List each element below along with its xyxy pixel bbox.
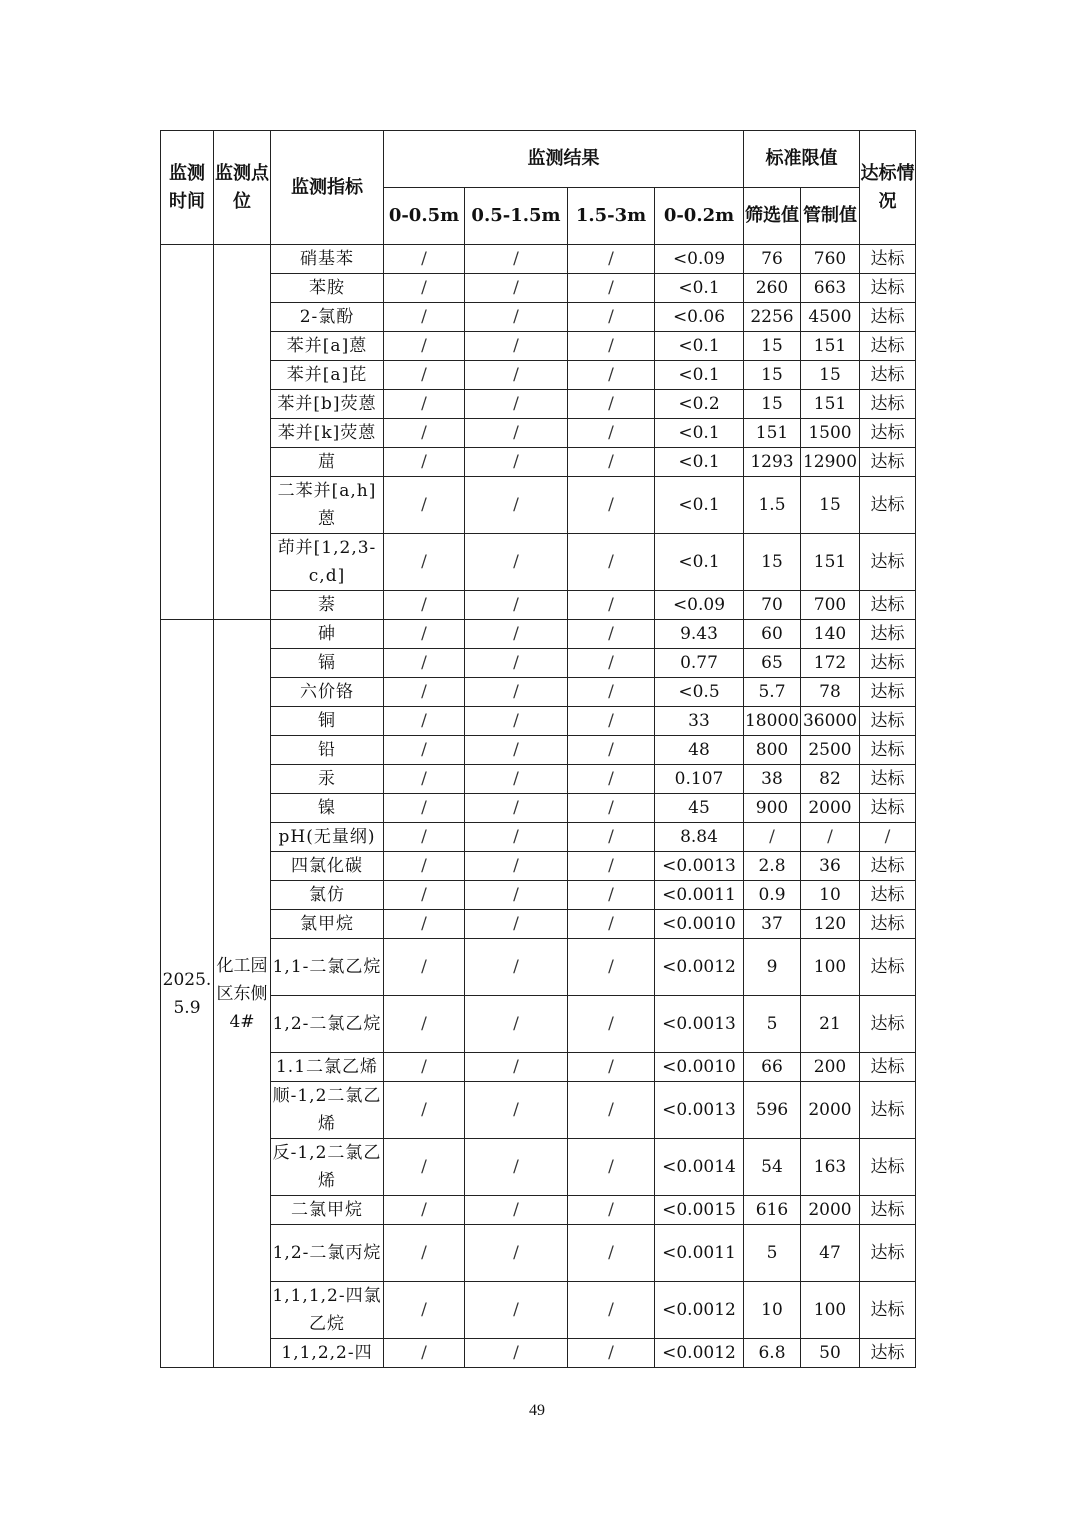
cell-d4: <0.1 (655, 477, 744, 534)
cell-screen: 15 (744, 361, 801, 390)
cell-d3: / (568, 649, 655, 678)
cell-d4: <0.0011 (655, 1225, 744, 1282)
cell-d2: / (465, 910, 568, 939)
cell-control: 36 (801, 852, 860, 881)
cell-status: 达标 (860, 881, 916, 910)
table-row (161, 794, 916, 823)
cell-d3: / (568, 1082, 655, 1139)
cell-status: 达标 (860, 245, 916, 274)
table-row (161, 477, 916, 534)
cell-d1: / (384, 707, 465, 736)
cell-status: 达标 (860, 274, 916, 303)
cell-name: 二氯甲烷 (271, 1196, 384, 1225)
cell-screen: / (744, 823, 801, 852)
cell-d1: / (384, 303, 465, 332)
cell-d1: / (384, 1225, 465, 1282)
cell-d1: / (384, 448, 465, 477)
group-point (214, 245, 271, 620)
cell-control: 1500 (801, 419, 860, 448)
cell-d4: <0.0013 (655, 1082, 744, 1139)
group-point: 化工园区东侧4# (214, 620, 271, 1368)
cell-screen: 54 (744, 1139, 801, 1196)
cell-name: 1,1,1,2-四氯乙烷 (271, 1282, 384, 1339)
table-row (161, 649, 916, 678)
cell-d4: <0.1 (655, 419, 744, 448)
table-body (161, 245, 916, 1368)
cell-name: 氯仿 (271, 881, 384, 910)
cell-screen: 1.5 (744, 477, 801, 534)
cell-d4: <0.1 (655, 361, 744, 390)
table-row (161, 852, 916, 881)
cell-control: 15 (801, 361, 860, 390)
cell-d2: / (465, 448, 568, 477)
cell-name: 反-1,2二氯乙烯 (271, 1139, 384, 1196)
cell-d3: / (568, 448, 655, 477)
cell-control: 172 (801, 649, 860, 678)
cell-d3: / (568, 534, 655, 591)
cell-d3: / (568, 707, 655, 736)
cell-d2: / (465, 1082, 568, 1139)
cell-d2: / (465, 390, 568, 419)
group-time: 2025.5.9 (161, 620, 214, 1368)
cell-control: 120 (801, 910, 860, 939)
table-row (161, 534, 916, 591)
cell-d2: / (465, 419, 568, 448)
cell-d2: / (465, 477, 568, 534)
cell-d3: / (568, 910, 655, 939)
cell-d1: / (384, 1139, 465, 1196)
table-row (161, 448, 916, 477)
cell-control: 700 (801, 591, 860, 620)
cell-d4: <0.0010 (655, 910, 744, 939)
cell-d4: <0.1 (655, 332, 744, 361)
cell-d3: / (568, 361, 655, 390)
cell-d1: / (384, 649, 465, 678)
cell-d3: / (568, 1053, 655, 1082)
cell-d4: <0.0010 (655, 1053, 744, 1082)
cell-name: 苯并[a]蒽 (271, 332, 384, 361)
cell-status: 达标 (860, 332, 916, 361)
cell-d3: / (568, 881, 655, 910)
cell-d4: <0.0014 (655, 1139, 744, 1196)
cell-screen: 15 (744, 534, 801, 591)
cell-d1: / (384, 939, 465, 996)
cell-d1: / (384, 1339, 465, 1368)
cell-d1: / (384, 274, 465, 303)
cell-d4: 9.43 (655, 620, 744, 649)
cell-d1: / (384, 1282, 465, 1339)
cell-screen: 900 (744, 794, 801, 823)
cell-status: 达标 (860, 649, 916, 678)
cell-d2: / (465, 939, 568, 996)
cell-name: 汞 (271, 765, 384, 794)
cell-status: 达标 (860, 1053, 916, 1082)
table-row (161, 361, 916, 390)
cell-name: 茚并[1,2,3-c,d] (271, 534, 384, 591)
cell-status: 达标 (860, 448, 916, 477)
cell-d1: / (384, 1053, 465, 1082)
cell-screen: 65 (744, 649, 801, 678)
cell-d4: <0.0015 (655, 1196, 744, 1225)
cell-control: 2500 (801, 736, 860, 765)
cell-d4: <0.0012 (655, 1282, 744, 1339)
table-row (161, 1053, 916, 1082)
cell-screen: 5.7 (744, 678, 801, 707)
cell-screen: 76 (744, 245, 801, 274)
cell-status: 达标 (860, 707, 916, 736)
cell-screen: 70 (744, 591, 801, 620)
cell-d1: / (384, 765, 465, 794)
cell-d3: / (568, 477, 655, 534)
cell-d3: / (568, 303, 655, 332)
cell-d3: / (568, 823, 655, 852)
cell-d1: / (384, 477, 465, 534)
cell-control: 10 (801, 881, 860, 910)
table-row (161, 881, 916, 910)
cell-name: 铅 (271, 736, 384, 765)
cell-status: 达标 (860, 303, 916, 332)
cell-name: 六价铬 (271, 678, 384, 707)
cell-status: 达标 (860, 361, 916, 390)
cell-d1: / (384, 678, 465, 707)
cell-d2: / (465, 996, 568, 1053)
cell-control: 100 (801, 939, 860, 996)
cell-status: 达标 (860, 477, 916, 534)
cell-control: 100 (801, 1282, 860, 1339)
cell-name: 氯甲烷 (271, 910, 384, 939)
cell-screen: 616 (744, 1196, 801, 1225)
cell-d2: / (465, 1053, 568, 1082)
cell-d2: / (465, 649, 568, 678)
cell-control: / (801, 823, 860, 852)
cell-name: 苯并[b]荧蒽 (271, 390, 384, 419)
cell-name: 萘 (271, 591, 384, 620)
cell-d3: / (568, 794, 655, 823)
cell-d4: <0.0011 (655, 881, 744, 910)
cell-d1: / (384, 534, 465, 591)
table-row (161, 736, 916, 765)
cell-d4: 45 (655, 794, 744, 823)
cell-d1: / (384, 996, 465, 1053)
cell-name: 硝基苯 (271, 245, 384, 274)
cell-status: 达标 (860, 996, 916, 1053)
cell-name: 苯并[k]荧蒽 (271, 419, 384, 448)
cell-screen: 15 (744, 332, 801, 361)
cell-d2: / (465, 852, 568, 881)
cell-d1: / (384, 1196, 465, 1225)
cell-d1: / (384, 245, 465, 274)
cell-d4: <0.09 (655, 245, 744, 274)
table-row (161, 274, 916, 303)
cell-name: 䓛 (271, 448, 384, 477)
header-results: 监测结果 (384, 131, 744, 188)
table-row (161, 1339, 916, 1368)
cell-d2: / (465, 303, 568, 332)
cell-d4: <0.0013 (655, 852, 744, 881)
cell-d1: / (384, 794, 465, 823)
cell-name: 镍 (271, 794, 384, 823)
cell-d1: / (384, 852, 465, 881)
cell-status: 达标 (860, 794, 916, 823)
table-row (161, 390, 916, 419)
cell-status: 达标 (860, 765, 916, 794)
cell-d1: / (384, 332, 465, 361)
cell-control: 200 (801, 1053, 860, 1082)
cell-d3: / (568, 620, 655, 649)
cell-d1: / (384, 419, 465, 448)
cell-screen: 18000 (744, 707, 801, 736)
cell-control: 21 (801, 996, 860, 1053)
cell-d3: / (568, 245, 655, 274)
cell-screen: 2256 (744, 303, 801, 332)
cell-status: 达标 (860, 534, 916, 591)
cell-d2: / (465, 707, 568, 736)
cell-name: 1,2-二氯丙烷 (271, 1225, 384, 1282)
cell-d2: / (465, 620, 568, 649)
cell-name: pH(无量纲) (271, 823, 384, 852)
cell-d3: / (568, 736, 655, 765)
cell-name: 砷 (271, 620, 384, 649)
group-time (161, 245, 214, 620)
cell-status: 达标 (860, 910, 916, 939)
cell-name: 1,2-二氯乙烷 (271, 996, 384, 1053)
cell-d1: / (384, 390, 465, 419)
cell-screen: 10 (744, 1282, 801, 1339)
cell-screen: 9 (744, 939, 801, 996)
cell-d4: <0.1 (655, 274, 744, 303)
cell-control: 4500 (801, 303, 860, 332)
cell-name: 2-氯酚 (271, 303, 384, 332)
cell-screen: 260 (744, 274, 801, 303)
cell-d4: 0.77 (655, 649, 744, 678)
cell-d4: <0.0012 (655, 939, 744, 996)
cell-d3: / (568, 765, 655, 794)
cell-name: 1,1-二氯乙烷 (271, 939, 384, 996)
cell-d4: <0.09 (655, 591, 744, 620)
cell-status: 达标 (860, 591, 916, 620)
cell-d2: / (465, 534, 568, 591)
table-row (161, 332, 916, 361)
cell-screen: 37 (744, 910, 801, 939)
cell-control: 12900 (801, 448, 860, 477)
header-indicator: 监测指标 (271, 131, 384, 245)
table-row (161, 1225, 916, 1282)
cell-screen: 5 (744, 996, 801, 1053)
cell-status: 达标 (860, 390, 916, 419)
table-row (161, 707, 916, 736)
cell-control: 140 (801, 620, 860, 649)
cell-control: 50 (801, 1339, 860, 1368)
cell-status: / (860, 823, 916, 852)
cell-name: 四氯化碳 (271, 852, 384, 881)
cell-d4: <0.1 (655, 448, 744, 477)
cell-d2: / (465, 361, 568, 390)
cell-d1: / (384, 910, 465, 939)
table-row (161, 939, 916, 996)
cell-control: 82 (801, 765, 860, 794)
table-row (161, 910, 916, 939)
header-screening: 筛选值 (744, 188, 801, 245)
cell-screen: 5 (744, 1225, 801, 1282)
cell-d3: / (568, 1225, 655, 1282)
cell-d3: / (568, 332, 655, 361)
table-row (161, 620, 916, 649)
cell-control: 15 (801, 477, 860, 534)
cell-d1: / (384, 361, 465, 390)
table-row (161, 1196, 916, 1225)
header-depth-4: 0-0.2m (655, 188, 744, 245)
cell-name: 1,1,2,2-四 (271, 1339, 384, 1368)
header-depth-1: 0-0.5m (384, 188, 465, 245)
cell-screen: 151 (744, 419, 801, 448)
cell-d2: / (465, 823, 568, 852)
cell-d2: / (465, 1196, 568, 1225)
cell-name: 1.1二氯乙烯 (271, 1053, 384, 1082)
cell-d4: 8.84 (655, 823, 744, 852)
cell-d2: / (465, 591, 568, 620)
cell-screen: 38 (744, 765, 801, 794)
cell-d3: / (568, 591, 655, 620)
cell-control: 663 (801, 274, 860, 303)
cell-d4: <0.06 (655, 303, 744, 332)
cell-status: 达标 (860, 678, 916, 707)
cell-status: 达标 (860, 1139, 916, 1196)
cell-control: 163 (801, 1139, 860, 1196)
cell-d2: / (465, 332, 568, 361)
cell-screen: 60 (744, 620, 801, 649)
cell-d4: <0.0012 (655, 1339, 744, 1368)
cell-d3: / (568, 852, 655, 881)
cell-d1: / (384, 1082, 465, 1139)
table-row (161, 1082, 916, 1139)
cell-d4: <0.2 (655, 390, 744, 419)
cell-name: 镉 (271, 649, 384, 678)
cell-status: 达标 (860, 939, 916, 996)
table-row (161, 419, 916, 448)
header-depth-2: 0.5-1.5m (465, 188, 568, 245)
cell-d3: / (568, 1339, 655, 1368)
cell-d3: / (568, 274, 655, 303)
cell-d2: / (465, 794, 568, 823)
cell-d2: / (465, 1282, 568, 1339)
cell-status: 达标 (860, 1282, 916, 1339)
header-standard: 标准限值 (744, 131, 860, 188)
cell-control: 760 (801, 245, 860, 274)
cell-status: 达标 (860, 1082, 916, 1139)
cell-d2: / (465, 736, 568, 765)
cell-d3: / (568, 419, 655, 448)
cell-d4: 0.107 (655, 765, 744, 794)
cell-screen: 1293 (744, 448, 801, 477)
table-row (161, 1282, 916, 1339)
cell-name: 苯胺 (271, 274, 384, 303)
cell-name: 二苯并[a,h]蒽 (271, 477, 384, 534)
cell-d2: / (465, 765, 568, 794)
cell-control: 2000 (801, 794, 860, 823)
cell-control: 47 (801, 1225, 860, 1282)
cell-d2: / (465, 881, 568, 910)
cell-d1: / (384, 881, 465, 910)
cell-d2: / (465, 1339, 568, 1368)
cell-screen: 800 (744, 736, 801, 765)
cell-d3: / (568, 939, 655, 996)
cell-d3: / (568, 996, 655, 1053)
cell-d4: <0.1 (655, 534, 744, 591)
table-row (161, 996, 916, 1053)
table-row (161, 591, 916, 620)
cell-d4: <0.5 (655, 678, 744, 707)
cell-screen: 0.9 (744, 881, 801, 910)
cell-control: 151 (801, 390, 860, 419)
table-row (161, 303, 916, 332)
cell-d4: 48 (655, 736, 744, 765)
cell-control: 2000 (801, 1082, 860, 1139)
cell-status: 达标 (860, 620, 916, 649)
cell-d1: / (384, 620, 465, 649)
cell-control: 151 (801, 534, 860, 591)
header-depth-3: 1.5-3m (568, 188, 655, 245)
cell-d3: / (568, 678, 655, 707)
table-row (161, 245, 916, 274)
header-point: 监测点位 (214, 131, 271, 245)
table-row (161, 1139, 916, 1196)
table-row (161, 678, 916, 707)
cell-d3: / (568, 1196, 655, 1225)
header-time: 监测时间 (161, 131, 214, 245)
cell-d2: / (465, 1139, 568, 1196)
page-number: 49 (529, 1402, 545, 1419)
table-row (161, 823, 916, 852)
cell-status: 达标 (860, 852, 916, 881)
cell-d1: / (384, 823, 465, 852)
cell-d2: / (465, 274, 568, 303)
cell-control: 36000 (801, 707, 860, 736)
monitoring-results-table (160, 130, 916, 1368)
cell-name: 苯并[a]芘 (271, 361, 384, 390)
cell-status: 达标 (860, 1196, 916, 1225)
cell-d3: / (568, 1139, 655, 1196)
cell-d3: / (568, 390, 655, 419)
header-compliance: 达标情况 (860, 131, 916, 245)
cell-d1: / (384, 736, 465, 765)
cell-control: 151 (801, 332, 860, 361)
cell-status: 达标 (860, 419, 916, 448)
cell-name: 铜 (271, 707, 384, 736)
cell-d4: <0.0013 (655, 996, 744, 1053)
cell-screen: 596 (744, 1082, 801, 1139)
cell-screen: 15 (744, 390, 801, 419)
header-control: 管制值 (801, 188, 860, 245)
cell-status: 达标 (860, 1225, 916, 1282)
cell-d2: / (465, 245, 568, 274)
cell-status: 达标 (860, 736, 916, 765)
cell-name: 顺-1,2二氯乙烯 (271, 1082, 384, 1139)
cell-screen: 6.8 (744, 1339, 801, 1368)
cell-screen: 66 (744, 1053, 801, 1082)
cell-d3: / (568, 1282, 655, 1339)
cell-d2: / (465, 678, 568, 707)
cell-screen: 2.8 (744, 852, 801, 881)
cell-control: 2000 (801, 1196, 860, 1225)
table-row (161, 765, 916, 794)
cell-d1: / (384, 591, 465, 620)
cell-d2: / (465, 1225, 568, 1282)
cell-status: 达标 (860, 1339, 916, 1368)
cell-d4: 33 (655, 707, 744, 736)
cell-control: 78 (801, 678, 860, 707)
